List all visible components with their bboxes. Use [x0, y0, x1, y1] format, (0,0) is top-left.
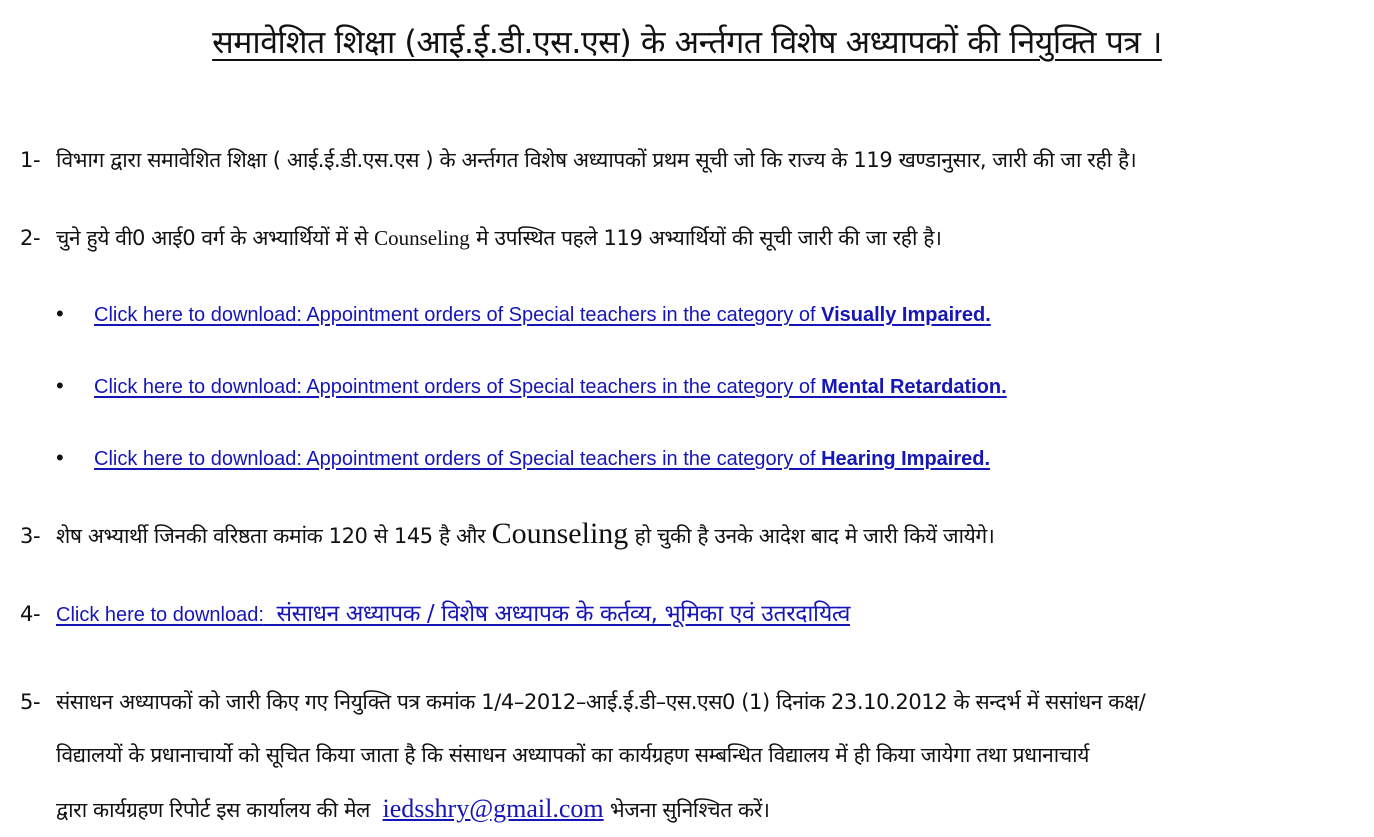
- download-link-mental-retardation[interactable]: Click here to download: Appointment orders of Special teachers in the category of Mental Retardation.: [94, 376, 1007, 398]
- bullet-icon: •: [56, 301, 64, 326]
- page-title: [0, 18, 1374, 66]
- link-hindi-text: संसाधन अध्यापक / विशेष अध्यापक के कर्तव्य, भूमिका एवं उतरदायित्व: [276, 601, 850, 627]
- category-name: Mental Retardation: [821, 376, 1002, 398]
- paragraph-text: शेष अभ्यार्थी जिनकी वरिष्ठता कमांक 120 से 145 है और: [56, 524, 486, 548]
- link-prefix: Click here to download:: [56, 604, 264, 626]
- email-link[interactable]: iedsshry@gmail.com: [382, 794, 604, 823]
- bullet-icon: •: [56, 373, 64, 398]
- download-link-hearing-impaired[interactable]: Click here to download: Appointment orders of Special teachers in the category of Hearing Impaired.: [94, 448, 991, 470]
- counseling-word: Counseling: [491, 517, 629, 550]
- page-title-text: समावेशित शिक्षा (आई.ई.डी.एस.एस) के अर्न्तगत विशेष अध्यापकों की नियुक्ति पत्र ।: [212, 23, 1162, 61]
- list-item: [56, 371, 1356, 402]
- list-item: [56, 443, 1356, 474]
- paragraph-3: [20, 518, 1370, 552]
- item-number: 5-: [20, 690, 41, 714]
- download-link-duties[interactable]: [56, 602, 850, 626]
- category-name: Visually Impaired: [821, 304, 986, 326]
- paragraph-1: [20, 144, 1370, 176]
- paragraph-line-2: विद्यालयों के प्रधानाचार्यो को सूचित किया जाता है कि संसाधन अध्यापकों का कार्यग्रहण सम्बन्धित विद्यालय में ही किया जायेगा तथा प्रधानाचार्य: [56, 743, 1089, 767]
- bullet-icon: •: [56, 445, 64, 470]
- counseling-word: Counseling: [374, 226, 470, 250]
- paragraph-4: [20, 598, 1370, 631]
- item-number: 4-: [20, 602, 41, 626]
- download-link-visually-impaired[interactable]: Click here to download: Appointment orders of Special teachers in the category of Visually Impaired.: [94, 304, 991, 326]
- paragraph-text: मे उपस्थित पहले 119 अभ्यार्थियों की सूची जारी की जा रही है।: [476, 226, 942, 250]
- category-name: Hearing Impaired: [821, 448, 985, 470]
- item-number: 3-: [20, 524, 41, 548]
- paragraph-5: [20, 676, 1370, 837]
- item-number: 2-: [20, 226, 41, 250]
- paragraph-text: चुने हुये वी0 आई0 वर्ग के अभ्यार्थियों में से: [56, 226, 368, 250]
- item-number: 1-: [20, 148, 41, 172]
- paragraph-2: [20, 222, 1370, 254]
- paragraph-text: विभाग द्वारा समावेशित शिक्षा ( आई.ई.डी.एस.एस ) के अर्न्तगत विशेष अध्यापकों प्रथम सूची जो कि राज्य के 119 खण्डानुसार, जारी की जा रही है।: [56, 148, 1137, 172]
- paragraph-text: हो चुकी है उनके आदेश बाद मे जारी कियें जायेगे।: [634, 524, 995, 548]
- list-item: [56, 299, 1356, 330]
- paragraph-line-3: द्वारा कार्यग्रहण रिपोर्ट इस कार्यालय की मेल iedsshry@gmail.com भेजना सुनिश्चित करें।: [56, 794, 770, 823]
- paragraph-line-1: संसाधन अध्यापकों को जारी किए गए नियुक्ति पत्र कमांक 1/4–2012–आई.ई.डी–एस.एस0 (1) दिनांक 23.10.2012 के सन्दर्भ में ससांधन कक्ष/: [56, 690, 1146, 714]
